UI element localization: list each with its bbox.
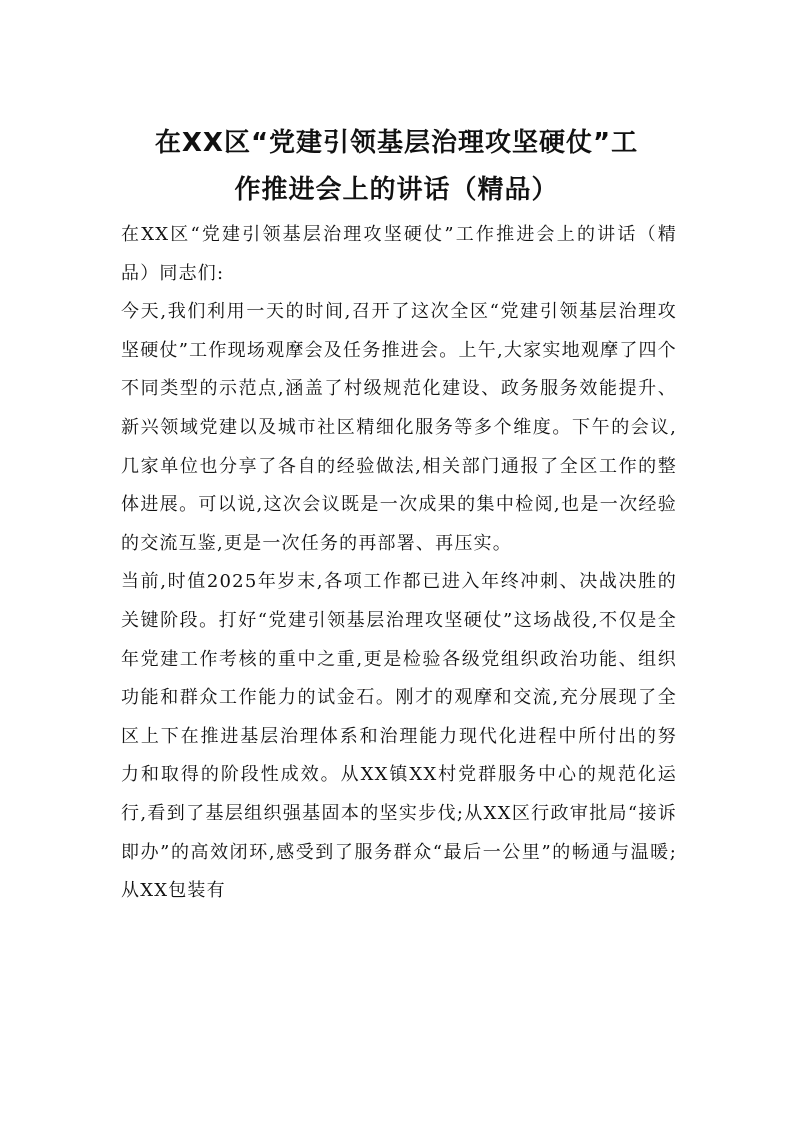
title-line-2: 作推进会上的讲话（精品） [234,175,559,205]
paragraph-meeting-summary: 今天,我们利用一天的时间,召开了这次全区“党建引领基层治理攻坚硬仗”工作现场观摩会及任务推进会。上午,大家实地观摩了四个不同类型的示范点,涵盖了村级规范化建设、政务服务效能提升、新兴领域党建以及城市社区精细化服务等多个维度。下午的会议,几家单位也分享了各自的经验做法,相关部门通报了全区工作的整体进展。可以说,这次会议既是一次成果的集中检阅,也是一次经验的交流互鉴,更是一次任务的再部署、再压实。 [121,301,677,554]
paragraph-opening: 在XX区“党建引领基层治理攻坚硬仗”工作推进会上的讲话（精品）同志们: [121,224,677,284]
document-title [100,120,693,214]
paragraph-current-situation: 当前,时值2025年岁末,各项工作都已进入年终冲刺、决战决胜的关键阶段。打好“党建引领基层治理攻坚硬仗”这场战役,不仅是全年党建工作考核的重中之重,更是检验各级党组织政治功能、组织功能和群众工作能力的试金石。刚才的观摩和交流,充分展现了全区上下在推进基层治理体系和治理能力现代化进程中所付出的努力和取得的阶段性成效。从XX镇XX村党群服务中心的规范化运行,看到了基层组织强基固本的坚实步伐;从XX区行政审批局“接诉即办”的高效闭环,感受到了服务群众“最后一公里”的畅通与温暖;从XX包装有 [121,571,677,902]
document-body [121,216,677,911]
title-line-1: 在XX区“党建引领基层治理攻坚硬仗”工 [154,128,639,158]
